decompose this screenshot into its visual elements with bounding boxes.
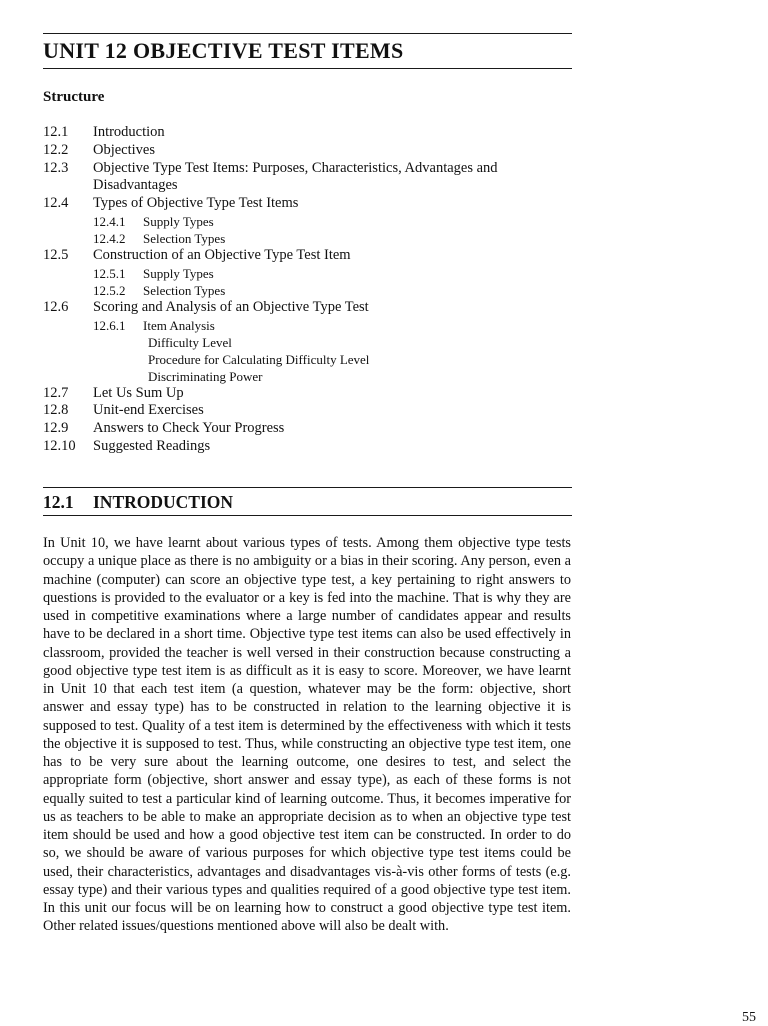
toc-subsubitem: Difficulty Level (148, 334, 232, 350)
toc-item-title: Suggested Readings (93, 437, 211, 454)
toc-subitem-title: Selection Types (143, 230, 226, 246)
toc-item-number: 12.8 (43, 402, 69, 419)
toc-subitem-title: Supply Types (143, 265, 214, 281)
toc-item-title: Let Us Sum Up (93, 384, 184, 401)
toc-item (43, 142, 573, 160)
page-number: 55 (742, 1010, 756, 1025)
toc-item-title: Objectives (93, 141, 156, 158)
toc-subitem (43, 265, 573, 282)
toc-item-number: 12.10 (43, 437, 76, 454)
toc-item (43, 402, 573, 420)
toc-item-number: 12.1 (43, 124, 69, 140)
toc-item-number: 12.6 (43, 298, 69, 315)
section-number: 12.1 (43, 492, 74, 512)
toc-subitem (43, 230, 573, 247)
toc-subitem (43, 282, 573, 299)
toc-item-number: 12.4 (43, 195, 69, 212)
toc-item (43, 438, 573, 456)
toc-subitem (43, 317, 573, 334)
toc-item-title: Introduction (93, 124, 165, 140)
section-heading (43, 492, 233, 513)
toc-subitem-title: Selection Types (143, 282, 226, 298)
toc-subitem-title: Item Analysis (143, 317, 215, 333)
toc-item (43, 299, 573, 317)
toc-item-number: 12.2 (43, 141, 69, 158)
toc-item-title: Scoring and Analysis of an Objective Type Test (93, 298, 369, 315)
top-rule (43, 33, 572, 34)
toc-item (43, 247, 573, 265)
toc-item (43, 195, 573, 213)
introduction-paragraph: In Unit 10, we have learnt about various types of tests. Among them objective type tests occupy a unique place as there is no ambiguity or a bias in their scoring. Any person, even a machine (computer) can score an objective type test, a key pertaining to right answers to questions is provided to the evaluator or a key is fed into the machine. That is why they are used in competitive examinations where a large number of candidates appear and results have to be declared in a short time. Objective type test items can also be used effectively in classroom, provided the teacher is well versed in their construction because constructing a good objective type test item is as difficult as it is easy to score. Moreover, we have learnt in Unit 10 that each test item (a question, whatever may be the form: objective, short answer and essay type) has to be constructed in relation to the learning objective it is supposed to test. Quality of a test item is determined by the effectiveness with which it tests the objective it is supposed to test. Thus, while constructing an objective type test item, one has to be very sure about the learning outcome, one desires to test, and select the appropriate form (objective, short answer and essay type), as each of these forms is not equally suited to test a particular kind of learning outcome. Thus, it becomes imperative for us as teachers to be able to make an appropriate decision as to when an objective type test item should be used and how a good objective test item can be constructed. In order to do so, we should be aware of various purposes for which objective type test items could be used, their characteristics, advantages and disadvantages vis-à-vis other forms of tests (e.g. essay type) and their various types and qualities required of a good objective type test item. In this unit our focus will be on learning how to construct a good objective type test item. Other related issues/questions mentioned above will also be dealt with. (43, 535, 571, 935)
toc-item-number: 12.7 (43, 384, 69, 401)
table-of-contents (43, 124, 573, 456)
title-underline (43, 68, 572, 69)
toc-subitem-number: 12.4.1 (93, 213, 126, 229)
section-top-rule (43, 487, 572, 488)
toc-item (43, 385, 573, 403)
section-title: INTRODUCTION (93, 492, 234, 512)
toc-item (43, 160, 573, 196)
toc-item-number: 12.3 (43, 159, 69, 176)
toc-item-title: Types of Objective Type Test Items (93, 195, 299, 212)
unit-title: UNIT 12 OBJECTIVE TEST ITEMS (43, 38, 404, 63)
toc-item (43, 124, 573, 142)
toc-item-number: 12.9 (43, 420, 69, 437)
toc-item-title: Answers to Check Your Progress (93, 420, 285, 437)
toc-item-title: Objective Type Test Items: Purposes, Characteristics, Advantages and Disadvantages (93, 159, 498, 194)
toc-subitem-title: Supply Types (143, 213, 214, 229)
toc-item-number: 12.5 (43, 246, 69, 263)
toc-subitem-number: 12.5.1 (93, 265, 126, 281)
section-underline (43, 515, 572, 516)
toc-subitem-number: 12.5.2 (93, 282, 126, 298)
toc-subitem (43, 213, 573, 230)
structure-heading: Structure (43, 89, 105, 105)
toc-subsubitem: Procedure for Calculating Difficulty Level (148, 351, 370, 367)
toc-item-title: Construction of an Objective Type Test Item (93, 246, 351, 263)
toc-item-title: Unit-end Exercises (93, 402, 204, 419)
toc-item (43, 420, 573, 438)
toc-subitem-number: 12.4.2 (93, 230, 126, 246)
toc-subitem-number: 12.6.1 (93, 317, 126, 333)
toc-subsubitem: Discriminating Power (148, 368, 263, 384)
